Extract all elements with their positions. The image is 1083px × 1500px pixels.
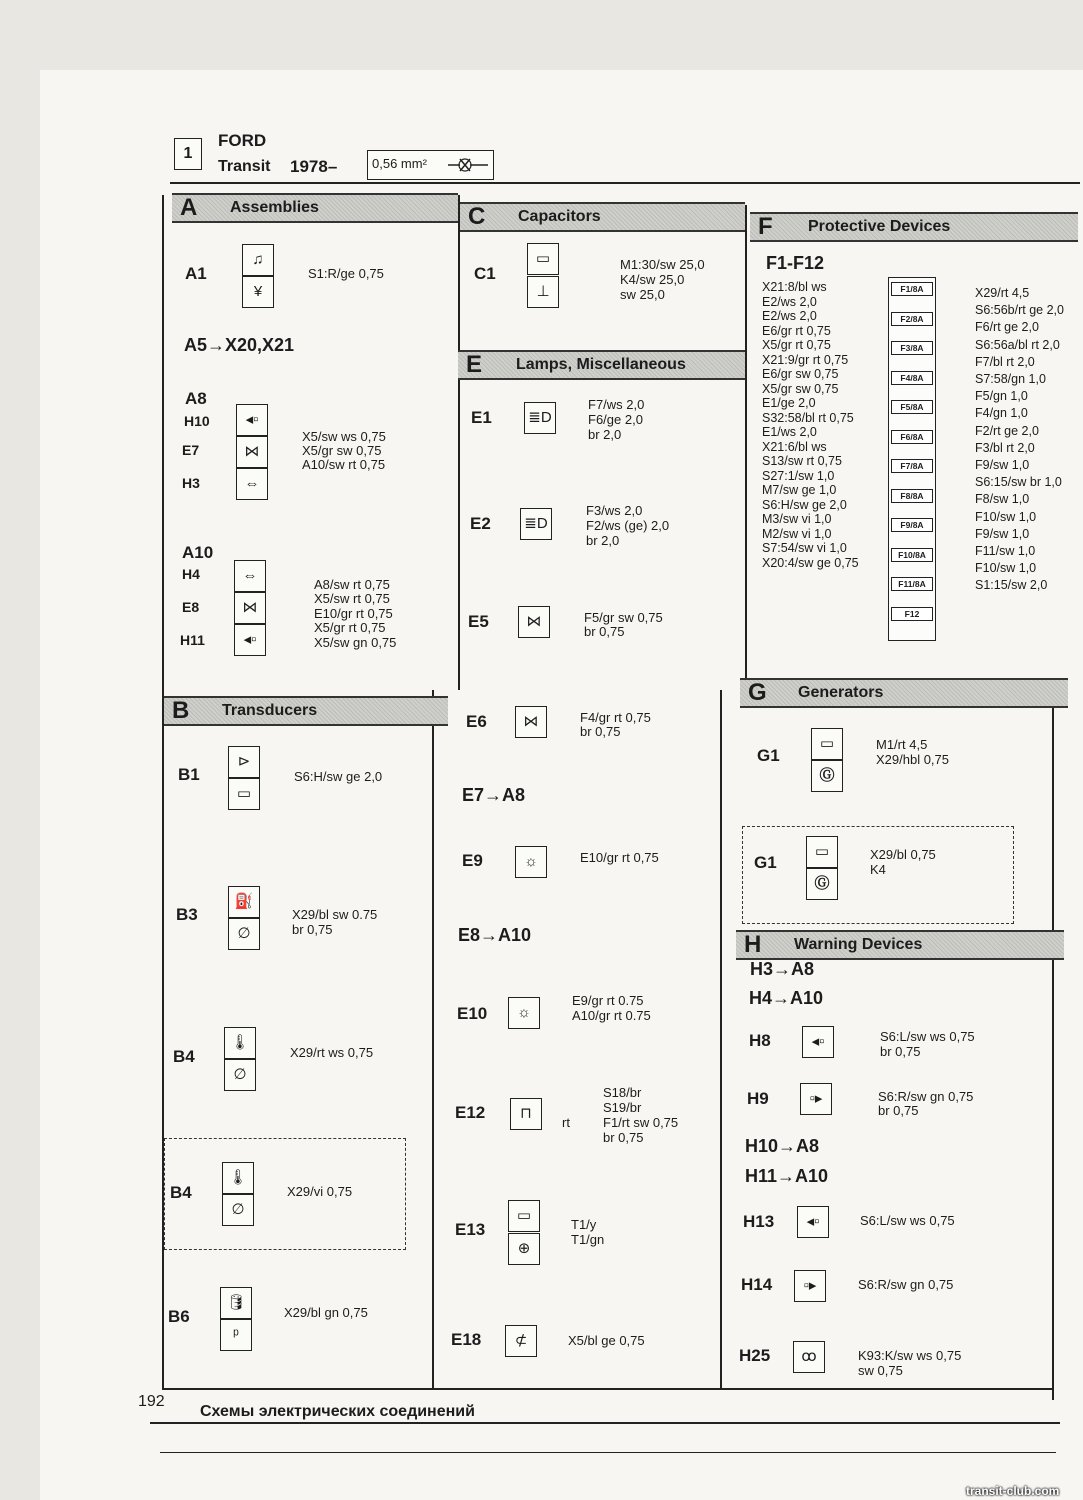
section-a-title: Assemblies — [230, 199, 319, 216]
e2-line-1: F3/ws 2,0 — [586, 503, 643, 518]
fuse-output-label: F11/sw 1,0 — [975, 544, 1036, 558]
vehicle-make: FORD — [218, 131, 267, 150]
a1-antenna-icon: ¥ — [242, 276, 274, 308]
vehicle-model: Transit — [218, 158, 271, 175]
h13-arrow-left-icon: ◂▫ — [797, 1206, 829, 1238]
h14-arrow-right-icon: ▫▸ — [794, 1270, 826, 1302]
g1-generator-icon: Ⓖ — [811, 760, 843, 792]
fuse-input-label: X21:9/gr rt 0,75 — [762, 352, 849, 367]
fuse-input-label: S6:H/sw ge 2,0 — [762, 497, 847, 512]
e9-line-1: E10/gr rt 0,75 — [580, 850, 659, 865]
section-c-header: C Capacitors — [460, 202, 745, 232]
e12-line-3: rt — [562, 1115, 570, 1130]
b6-oil-icon: 🛢 — [220, 1287, 252, 1319]
section-b-header: B Transducers — [164, 696, 448, 726]
e8-reference: E8→A10 — [458, 925, 532, 945]
watermark: transit-club.com — [966, 1484, 1060, 1498]
fuse-input-label: M7/sw ge 1,0 — [762, 483, 837, 497]
e10-line-2: A10/gr rt 0.75 — [572, 1008, 651, 1023]
h9-code: H9 — [747, 1089, 769, 1108]
g1-code: G1 — [757, 746, 780, 765]
h3-reference: H3→A8 — [750, 959, 815, 979]
b4-alt-temp-icon: 🌡 — [222, 1162, 254, 1194]
b3-code: B3 — [176, 905, 198, 924]
e18-line-1: X5/bl ge 0,75 — [568, 1333, 645, 1348]
fuse-input-label: X20:4/sw ge 0,75 — [762, 555, 859, 570]
e1-headlamp-icon: ≣D — [524, 402, 556, 434]
fuse-input-label: S13/sw rt 0,75 — [762, 454, 842, 468]
fuse-output-label: F7/bl rt 2,0 — [975, 354, 1035, 369]
col-divider-1 — [458, 195, 460, 690]
fuse-input-label: E2/ws 2,0 — [762, 294, 817, 309]
e12-line-2: S19/br — [603, 1100, 642, 1115]
section-h-header: H Warning Devices — [736, 930, 1064, 960]
c1-code: C1 — [474, 264, 496, 283]
e13-code: E13 — [455, 1220, 486, 1239]
fuse-2: F2/8A — [891, 312, 933, 326]
fuse-1: F1/8A — [891, 282, 933, 296]
a10-line-2: X5/sw rt 0,75 — [314, 591, 390, 606]
a1-note-icon: ♫ — [242, 244, 274, 276]
h8-code: H8 — [749, 1031, 771, 1050]
a8-arrows-icon: ⇔ — [236, 468, 268, 500]
a10-line-4: X5/gr rt 0,75 — [314, 620, 386, 635]
page-number-box — [174, 138, 202, 170]
g1-line-2: X29/hbl 0,75 — [876, 752, 950, 767]
a10-code: A10 — [182, 543, 214, 562]
fuse-input-label: E2/ws 2,0 — [762, 309, 817, 323]
fuse-output-label: F10/sw 1,0 — [975, 561, 1037, 576]
b1-line-1: S6:H/sw ge 2,0 — [294, 769, 383, 784]
fuse-12: F12 — [891, 607, 933, 621]
section-b-title: Transducers — [222, 702, 318, 719]
a10-arrows-icon: ⇔ — [234, 560, 266, 592]
fuse-input-label: X21:6/bl ws — [762, 439, 827, 454]
fuse-output-label: S6:56a/bl rt 2,0 — [975, 337, 1060, 352]
b3-sensor-icon: ∅ — [228, 918, 260, 950]
e13-battery-icon: ▭ — [508, 1200, 540, 1232]
section-f-title: Protective Devices — [808, 218, 951, 235]
a10-arrow-left-icon: ◂▫ — [234, 624, 266, 656]
a10-line-5: X5/sw gn 0,75 — [314, 635, 397, 650]
fuse-output-label: S6:15/sw br 1,0 — [975, 475, 1062, 490]
e6-code: E6 — [466, 712, 487, 731]
b4-alt-code: B4 — [170, 1183, 192, 1202]
e2-code: E2 — [470, 514, 491, 533]
e1-line-3: br 2,0 — [588, 427, 622, 442]
header-rule — [170, 182, 1080, 184]
h8-line-2: br 0,75 — [880, 1044, 921, 1059]
fuse-input-label: E1/ge 2,0 — [762, 396, 816, 410]
e10-code: E10 — [457, 1004, 488, 1023]
g1-line-1: M1/rt 4,5 — [876, 737, 928, 752]
g1-battery-icon: ▭ — [811, 728, 843, 760]
h4-reference: H4→A10 — [749, 988, 824, 1008]
a10-line-3: E10/gr rt 0,75 — [314, 606, 393, 621]
h10-reference: H10→A8 — [745, 1136, 820, 1156]
fuse-output-label: S7:58/gn 1,0 — [975, 372, 1046, 386]
e2-headlamp-icon: ≣D — [520, 508, 552, 540]
b1-switch-icon: ▭ — [228, 778, 260, 810]
b4-alt-line-1: X29/vi 0,75 — [287, 1184, 353, 1199]
a8-h3: H3 — [182, 475, 200, 491]
fuse-input-label: X5/gr rt 0,75 — [762, 338, 831, 352]
fuse-output-label: F3/bl rt 2,0 — [975, 440, 1035, 455]
page-number: 1 — [183, 145, 193, 162]
a8-arrow-left-icon: ◂▫ — [236, 404, 268, 436]
b6-code: B6 — [168, 1307, 190, 1326]
a1-line-1: S1:R/ge 0,75 — [308, 266, 384, 281]
fuse-output-label: S6:56b/rt ge 2,0 — [975, 303, 1064, 318]
b4-sensor-icon: ∅ — [224, 1059, 256, 1091]
fuse-input-label: E6/gr rt 0,75 — [762, 323, 831, 338]
fuse-7: F7/8A — [891, 459, 933, 473]
fuse-input-label: S32:58/bl rt 0,75 — [762, 410, 854, 425]
a10-lamp-pair-icon: ⋈ — [234, 592, 266, 624]
b4-code: B4 — [173, 1047, 195, 1066]
section-g-header: G Generators — [740, 678, 1068, 708]
e18-code: E18 — [451, 1330, 482, 1349]
e9-code: E9 — [462, 851, 483, 870]
c1-line-3: sw 25,0 — [620, 287, 665, 302]
e5-lamp-pair-icon: ⋈ — [518, 606, 550, 638]
e13-line-1: T1/y — [571, 1217, 597, 1232]
a8-lamp-pair-icon: ⋈ — [236, 436, 268, 468]
e2-line-3: br 2,0 — [586, 533, 620, 548]
h9-line-2: br 0,75 — [878, 1103, 919, 1118]
e6-line-1: F4/gr rt 0,75 — [580, 710, 651, 725]
e12-rear-lamp-icon: ⊓ — [510, 1098, 542, 1130]
e6-line-2: br 0,75 — [580, 724, 621, 739]
a1-code: A1 — [185, 264, 207, 283]
fuse-10: F10/8A — [891, 548, 933, 562]
e9-interior-lamp-icon: ☼ — [515, 846, 547, 878]
h25-code: H25 — [739, 1346, 771, 1365]
b4-temp-icon: 🌡 — [224, 1027, 256, 1059]
fuse-input-label: S7:54/sw vi 1,0 — [762, 541, 847, 555]
vehicle-year: 1978– — [290, 157, 338, 176]
a10-line-1: A8/sw rt 0,75 — [314, 577, 390, 592]
wire-size-box — [367, 150, 494, 180]
a8-h10: H10 — [184, 413, 210, 429]
h8-arrow-left-icon: ◂▫ — [802, 1026, 834, 1058]
e12-line-1: S18/br — [603, 1085, 642, 1100]
h14-code: H14 — [741, 1275, 773, 1294]
fuse-input-label: S27:1/sw 1,0 — [762, 468, 835, 483]
fuse-output-label: F8/sw 1,0 — [975, 492, 1030, 507]
fuse-input-label: M2/sw vi 1,0 — [762, 526, 832, 541]
c1-line-2: K4/sw 25,0 — [620, 272, 685, 287]
section-f-header: F Protective Devices — [750, 212, 1078, 242]
e10-line-1: E9/gr rt 0.75 — [572, 993, 644, 1008]
b6-line-1: X29/bl gn 0,75 — [284, 1305, 368, 1320]
a8-line-2: X5/gr sw 0,75 — [302, 443, 382, 458]
e13-line-2: T1/gn — [571, 1232, 605, 1247]
fuse-input-label: E1/ws 2,0 — [762, 425, 817, 439]
b4-line-1: X29/rt ws 0,75 — [290, 1045, 374, 1060]
section-c-title: Capacitors — [518, 208, 601, 225]
c1-capacitor-icon: ⊥ — [527, 276, 559, 308]
section-e-title: Lamps, Miscellaneous — [516, 356, 686, 373]
a10-h11: H11 — [180, 632, 205, 648]
fuse-input-label: X5/gr sw 0,75 — [762, 381, 839, 396]
a10-e8: E8 — [182, 599, 200, 615]
g1-alt-battery-icon: ▭ — [806, 836, 838, 868]
e6-lamp-pair-icon: ⋈ — [515, 706, 547, 738]
e13-clock-icon: ⊕ — [508, 1233, 540, 1265]
a8-e7: E7 — [182, 442, 200, 458]
h9-line-1: S6:R/sw gn 0,75 — [878, 1089, 974, 1104]
fuse-output-label: X29/rt 4,5 — [975, 286, 1030, 300]
fuse-9: F9/8A — [891, 518, 933, 532]
page-bottom-rule — [160, 1452, 1056, 1453]
fuse-5: F5/8A — [891, 400, 933, 414]
h13-code: H13 — [743, 1212, 775, 1231]
section-g-title: Generators — [798, 684, 884, 701]
e10-interior-lamp-icon: ☼ — [508, 997, 540, 1029]
fuse-output-label: F9/sw 1,0 — [975, 526, 1030, 541]
c1-line-1: M1:30/sw 25,0 — [620, 257, 705, 272]
h25-buzzer-icon: ꝏ — [793, 1341, 825, 1373]
b6-pressure-icon: ᵖ — [220, 1319, 252, 1351]
col-divider-mid2 — [720, 690, 722, 1390]
fuse-6: F6/8A — [891, 430, 933, 444]
b1-horn-icon: ⊳ — [228, 746, 260, 778]
fuse-11: F11/8A — [891, 577, 933, 591]
col-divider-mid — [432, 690, 434, 1390]
col-divider-right — [1052, 700, 1054, 1400]
h14-line-1: S6:R/sw gn 0,75 — [858, 1277, 954, 1292]
a8-code: A8 — [185, 389, 207, 408]
g1-alt-code: G1 — [754, 853, 777, 872]
wire-icon — [446, 155, 490, 175]
h11-reference: H11→A10 — [745, 1166, 829, 1186]
h9-arrow-right-icon: ▫▸ — [800, 1083, 832, 1115]
wire-size-label: 0,56 mm² — [372, 156, 427, 171]
e5-line-2: br 0,75 — [584, 624, 625, 639]
e5-line-1: F5/gr sw 0,75 — [584, 610, 663, 625]
e1-line-1: F7/ws 2,0 — [588, 397, 645, 412]
fuse-output-label: S1:15/sw 2,0 — [975, 578, 1048, 593]
b3-line-2: br 0,75 — [292, 922, 333, 937]
g1-alt-line-2: K4 — [870, 862, 886, 877]
section-h-title: Warning Devices — [794, 936, 923, 953]
a8-line-3: A10/sw rt 0,75 — [302, 457, 386, 472]
footer-rule — [150, 1422, 1060, 1424]
section-a-header: A Assemblies — [172, 193, 458, 223]
b3-line-1: X29/bl sw 0.75 — [292, 907, 378, 922]
fuse-4: F4/8A — [891, 371, 933, 385]
e2-line-2: F2/ws (ge) 2,0 — [586, 518, 670, 533]
e7-reference: E7→A8 — [462, 785, 526, 805]
footer-title: Схемы электрических соединений — [200, 1403, 475, 1420]
e12-line-4: F1/rt sw 0,75 — [603, 1115, 679, 1130]
c1-battery-icon: ▭ — [527, 243, 559, 275]
fuse-output-label: F4/gn 1,0 — [975, 406, 1028, 421]
h13-line-1: S6:L/sw ws 0,75 — [860, 1213, 955, 1228]
a10-h4: H4 — [182, 566, 200, 582]
h25-line-1: K93:K/sw ws 0,75 — [858, 1348, 962, 1363]
f-range-label: F1-F12 — [766, 253, 825, 273]
fuse-output-label: F2/rt ge 2,0 — [975, 423, 1039, 438]
b4-alt-sensor-icon: ∅ — [222, 1194, 254, 1226]
fuse-input-label: X21:8/bl ws — [762, 280, 827, 294]
e12-code: E12 — [455, 1103, 486, 1122]
b3-fuel-icon: ⛽ — [228, 886, 260, 918]
footer-page-number: 192 — [138, 1393, 165, 1410]
section-e-header: E Lamps, Miscellaneous — [458, 350, 745, 380]
col-divider-2 — [745, 205, 747, 690]
fuse-input-label: E6/gr sw 0,75 — [762, 367, 839, 381]
fuse-8: F8/8A — [891, 489, 933, 503]
e1-code: E1 — [471, 408, 492, 427]
bottom-rule — [162, 1388, 1054, 1390]
fuse-output-label: F6/rt ge 2,0 — [975, 320, 1039, 335]
e18-fog-lamp-icon: ⊄ — [505, 1325, 537, 1357]
fuse-output-label: F9/sw 1,0 — [975, 458, 1030, 472]
g1-alt-generator-icon: Ⓖ — [806, 868, 838, 900]
e5-code: E5 — [468, 612, 489, 631]
e12-line-5: br 0,75 — [603, 1130, 644, 1145]
g1-alt-line-1: X29/bl 0,75 — [870, 847, 936, 862]
h25-line-2: sw 0,75 — [858, 1363, 903, 1378]
e1-line-2: F6/ge 2,0 — [588, 412, 643, 427]
fuse-output-label: F5/gn 1,0 — [975, 389, 1028, 404]
h8-line-1: S6:L/sw ws 0,75 — [880, 1029, 975, 1044]
fuse-3: F3/8A — [891, 341, 933, 355]
fuse-output-label: F10/sw 1,0 — [975, 509, 1037, 524]
a8-line-1: X5/sw ws 0,75 — [302, 429, 386, 444]
b1-code: B1 — [178, 765, 200, 784]
fuse-input-label: M3/sw vi 1,0 — [762, 512, 832, 526]
b4-alt-frame — [164, 1138, 406, 1250]
a5-reference: A5→X20,X21 — [184, 335, 295, 355]
